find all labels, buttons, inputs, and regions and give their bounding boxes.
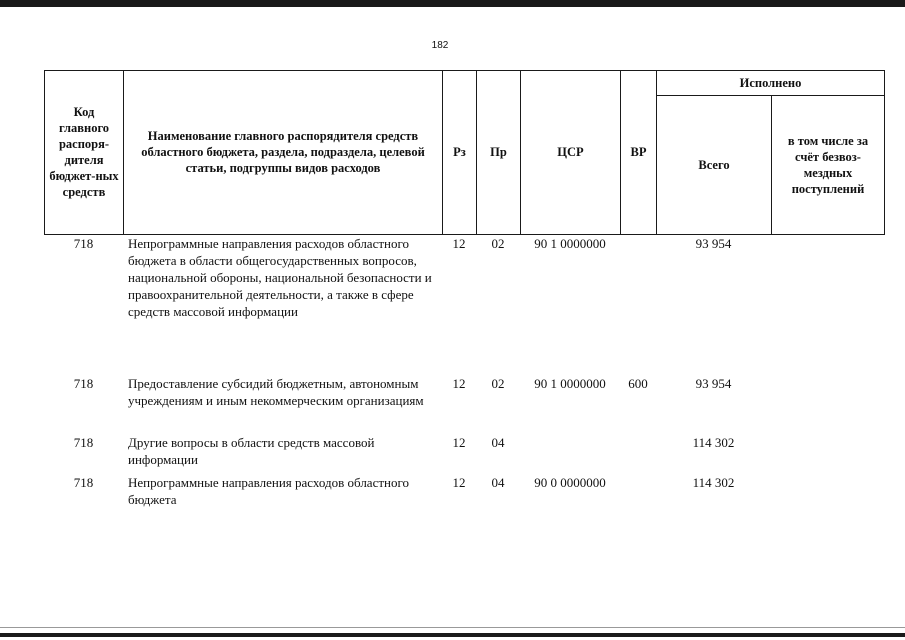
row-4-total: 114 302 bbox=[692, 475, 735, 490]
row-2-total: 93 954 bbox=[695, 376, 732, 391]
row-3-pr: 04 bbox=[491, 435, 505, 450]
page-number: 182 bbox=[431, 40, 449, 51]
header-grants: в том числе за счёт безвоз-мездных поступлений bbox=[787, 134, 869, 196]
header-code: Код главного распоря-дителя бюджет-ных средств bbox=[49, 105, 119, 199]
row-4-rz: 12 bbox=[452, 475, 466, 490]
row-2-vr: 600 bbox=[628, 376, 648, 391]
row-2-rz: 12 bbox=[452, 376, 466, 391]
row-4-code: 718 bbox=[73, 475, 94, 490]
row-3-name: Другие вопросы в области средств массовой информации bbox=[128, 435, 375, 467]
header-pr: Пр bbox=[490, 145, 507, 159]
row-2-name: Предоставление субсидий бюджетным, автономным учреждениям и иным некоммерческим организациям bbox=[128, 376, 424, 408]
row-1-rz: 12 bbox=[452, 236, 466, 251]
header-col-border-right bbox=[884, 70, 885, 235]
scan-bottom-border bbox=[0, 633, 905, 637]
header-total: Всего bbox=[698, 158, 730, 172]
row-2-pr: 02 bbox=[491, 376, 505, 391]
row-3-rz: 12 bbox=[452, 435, 466, 450]
row-1-total: 93 954 bbox=[695, 236, 732, 251]
scan-top-border bbox=[0, 0, 905, 7]
header-col-border-code bbox=[123, 70, 124, 235]
header-vr: ВР bbox=[630, 145, 647, 159]
row-1-code: 718 bbox=[73, 236, 94, 251]
header-name: Наименование главного распорядителя средств областного бюджета, раздела, подраздела, целевой статьи, подгруппы видов расходов bbox=[141, 129, 425, 175]
header-rz: Рз bbox=[453, 145, 466, 159]
scan-bottom-thin-line bbox=[0, 627, 905, 628]
row-4-csr: 90 0 0000000 bbox=[534, 475, 606, 490]
row-1-name: Непрограммные направления расходов областного бюджета в области общегосударственных вопросов, национальной обороны, национальной безопасности и правоохранительной деятельности, а также в сфере средств массовой информации bbox=[128, 236, 432, 319]
header-col-border-left bbox=[44, 70, 45, 235]
row-3-code: 718 bbox=[73, 435, 94, 450]
row-2-csr: 90 1 0000000 bbox=[534, 376, 606, 391]
row-1-pr: 02 bbox=[491, 236, 505, 251]
header-csr: ЦСР bbox=[557, 145, 584, 159]
row-2-code: 718 bbox=[73, 376, 94, 391]
row-4-pr: 04 bbox=[491, 475, 505, 490]
header-col-border-total bbox=[771, 96, 772, 235]
header-executed: Исполнено bbox=[739, 76, 802, 90]
row-4-name: Непрограммные направления расходов областного бюджета bbox=[128, 475, 409, 507]
row-3-total: 114 302 bbox=[692, 435, 735, 450]
row-1-csr: 90 1 0000000 bbox=[534, 236, 606, 251]
